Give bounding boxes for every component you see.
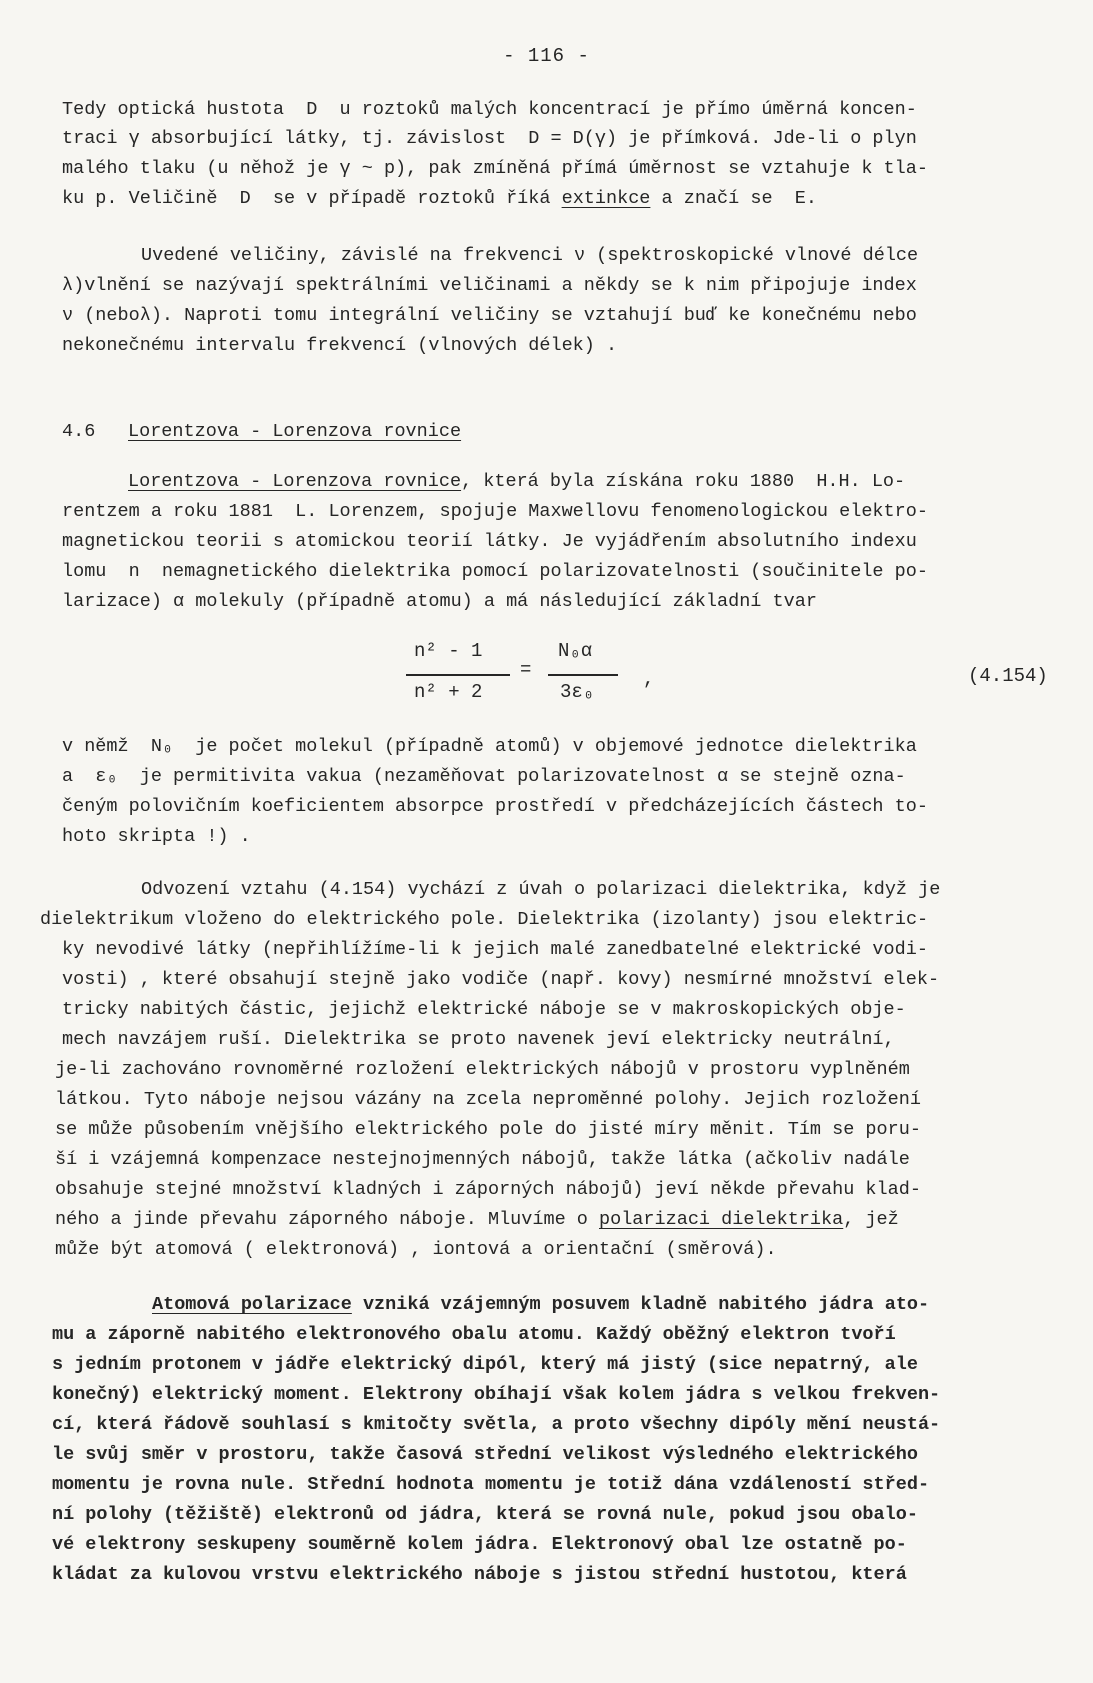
para6-line: cí, která řádově souhlasí s kmitočty světla, a proto všechny dipóly mění neustá-	[52, 1414, 941, 1435]
section-title: Lorentzova - Lorenzova rovnice	[128, 421, 462, 442]
para6-line: momentu je rovna nule. Střední hodnota momentu je totiž dána vzdáleností střed-	[52, 1474, 930, 1495]
para1-tail: a značí se E.	[650, 188, 817, 209]
equation-lhs-denominator: n² + 2	[414, 681, 483, 703]
equation-equals: =	[520, 659, 532, 681]
para4-line: v němž N₀ je počet molekul (případně atomů) v objemové jednotce dielektrika	[62, 736, 917, 757]
para5-line: může být atomová ( elektronová) , iontová a orientační (směrová).	[55, 1239, 777, 1260]
para6-line: kládat za kulovou vrstvu elektrického náboje s jistou střední hustotou, která	[52, 1564, 907, 1585]
para5-line: se může působením vnějšího elektrického pole do jisté míry měnit. Tím se poru-	[55, 1119, 921, 1140]
section-number: 4.6	[62, 421, 96, 442]
equation-rhs-numerator: N₀α	[558, 640, 593, 662]
para1-line: Tedy optická hustota D u roztoků malých koncentrací je přímo úměrná koncen-	[62, 99, 917, 120]
term-extinkce: extinkce	[561, 188, 651, 209]
para3-line: lomu n nemagnetického dielektrika pomocí polarizovatelnosti (součinitele po-	[62, 561, 928, 582]
para6-line: mu a záporně nabitého elektronového obalu atomu. Každý oběžný elektron tvoří	[52, 1324, 896, 1345]
term-lorentz-lorenz: Lorentzova - Lorenzova rovnice	[128, 471, 462, 492]
para1-line-text: ku p. Veličině D se v případě roztoků říká	[62, 188, 562, 209]
equation-label: (4.154)	[968, 665, 1048, 687]
para6-line: ní polohy (těžiště) elektronů od jádra, která se rovná nule, pokud jsou obalo-	[52, 1504, 918, 1525]
para2-line: nekonečnému intervalu frekvencí (vlnových délek) .	[62, 335, 618, 356]
para1-line: traci γ absorbující látky, tj. závislost D = D(γ) je přímková. Jde-li o plyn	[62, 128, 917, 149]
equation-lhs-fraction-bar	[406, 674, 510, 676]
para5-line: je-li zachováno rovnoměrné rozložení elektrických nábojů v prostoru vyplněném	[55, 1059, 910, 1080]
equation-lhs-numerator: n² - 1	[414, 640, 483, 662]
para1-line: malého tlaku (u něhož je γ ~ p), pak zmíněná přímá úměrnost se vztahuje k tla-	[62, 158, 928, 179]
para6-first-tail: vzniká vzájemným posuvem kladně nabitého jádra ato-	[351, 1294, 930, 1315]
para3-line: magnetickou teorii s atomickou teorií látky. Je vyjádřením absolutního indexu	[62, 531, 917, 552]
para5-line: mech navzájem ruší. Dielektrika se proto navenek jeví elektricky neutrální,	[62, 1029, 895, 1050]
page-number: - 116 -	[503, 45, 590, 67]
para4-line: čeným polovičním koeficientem absorpce prostředí v předcházejících částech to-	[62, 796, 928, 817]
para5-line: Odvození vztahu (4.154) vychází z úvah o polarizaci dielektrika, když je	[141, 879, 941, 900]
para5-tail: , jež	[843, 1209, 899, 1230]
para5-line: obsahuje stejné množství kladných i záporných nábojů) jeví někde převahu klad-	[55, 1179, 921, 1200]
para3-line: rentzem a roku 1881 L. Lorenzem, spojuje Maxwellovu fenomenologickou elektro-	[62, 501, 928, 522]
para4-line: a ε₀ je permitivita vakua (nezaměňovat polarizovatelnost α se stejně ozna-	[62, 766, 906, 787]
para3-line	[128, 470, 905, 494]
equation-comma: ,	[643, 668, 655, 690]
para5-line	[55, 1208, 899, 1232]
equation-rhs-denominator: 3ε₀	[560, 681, 595, 703]
para5-line-text: ného a jinde převahu záporného náboje. Mluvíme o	[55, 1209, 599, 1230]
para5-line: vosti) , které obsahují stejně jako vodiče (např. kovy) nesmírné množství elek-	[62, 969, 940, 990]
para5-line: dielektrikum vloženo do elektrického pole. Dielektrika (izolanty) jsou elektric-	[40, 909, 929, 930]
para3-line-text: , která byla získána roku 1880 H.H. Lo-	[461, 471, 906, 492]
para5-line: ky nevodivé látky (nepřihlížíme-li k jejich malé zanedbatelné elektrické vodi-	[62, 939, 928, 960]
para6-line: vé elektrony seskupeny souměrně kolem jádra. Elektronový obal lze ostatně po-	[52, 1534, 907, 1555]
para5-line: tricky nabitých částic, jejichž elektrické náboje se v makroskopických obje-	[62, 999, 906, 1020]
term-atomova-polarizace: Atomová polarizace	[152, 1294, 352, 1315]
para3-line: larizace) α molekuly (případně atomu) a má následující základní tvar	[62, 591, 817, 612]
para6-line	[152, 1293, 929, 1317]
para2-line: Uvedené veličiny, závislé na frekvenci ν (spektroskopické vlnové délce	[141, 245, 919, 266]
term-polarizace-dielektrika: polarizaci dielektrika	[599, 1209, 844, 1230]
equation-rhs-fraction-bar	[548, 674, 618, 676]
para6-line: le svůj směr v prostoru, takže časová střední velikost výsledného elektrického	[52, 1444, 918, 1465]
para2-line: ν (neboλ). Naproti tomu integrální veličiny se vztahují buď ke konečnému nebo	[62, 305, 917, 326]
para6-line: konečný) elektrický moment. Elektrony obíhají však kolem jádra s velkou frekven-	[52, 1384, 941, 1405]
para6-line: s jedním protonem v jádře elektrický dipól, který má jistý (sice nepatrný, ale	[52, 1354, 918, 1375]
para1-line	[62, 187, 817, 211]
para5-line: ší i vzájemná kompenzace nestejnojmenných nábojů, takže látka (ačkoliv nadále	[55, 1149, 910, 1170]
para2-line: λ)vlnění se nazývají spektrálními veličinami a někdy se k nim připojuje index	[62, 275, 917, 296]
para4-line: hoto skripta !) .	[62, 826, 251, 847]
para5-line: látkou. Tyto náboje nejsou vázány na zcela neproměnné polohy. Jejich rozložení	[55, 1089, 921, 1110]
